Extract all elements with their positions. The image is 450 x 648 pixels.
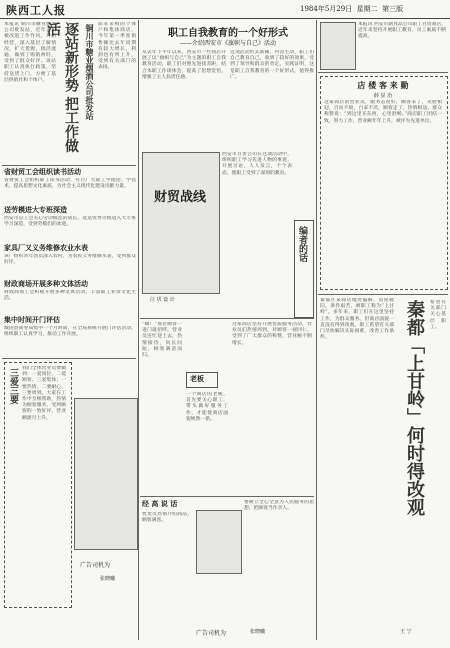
column-title: 店 楼 客 来 勤 bbox=[357, 80, 409, 90]
boxed-article-text: 我们全体营业员要做到：一爱岗位、二爱顾客、三爱集体；一要热情、二要耐心、三要周到。大家在工作中互相帮助，热情为顾客服务，受到顾客的一致好评，营业额逐月上升。 bbox=[22, 366, 66, 421]
feature-subtitle: 铜川市糖业烟酒公司批发站 bbox=[85, 24, 95, 120]
photo bbox=[320, 22, 356, 70]
article-title: 送劳模进大专班深造 bbox=[4, 205, 67, 214]
sub-item-title: 经 高 说 话 bbox=[142, 499, 178, 508]
center-article-text: 西安市百货公司在这项活动中，组织职工学习先进人物的事迹，开展讨论，人人发言，个个表态，使职工受到了深刻的教育。 bbox=[222, 152, 292, 176]
cartoon-caption: 广告司机为 bbox=[196, 630, 227, 637]
divider bbox=[318, 72, 448, 73]
feature-title: 逐站新形势 把工作做活 bbox=[45, 22, 79, 153]
article-text: 省财贸工会组织职工读书活动，号召广大职工学理论、学技术，提高思想文化素质，为社会主义现代化建设贡献力量。 bbox=[4, 178, 136, 190]
divider bbox=[2, 358, 136, 359]
main-title: 职工自我教育的一个好形式 bbox=[168, 28, 288, 39]
article-text: 西安市总工会关心劳动模范的成长，选送优秀劳模进入大专班学习深造，受到劳模们的欢迎。 bbox=[4, 216, 136, 228]
right-article-text: 秦都区某商店地处偏僻，房屋破旧，条件艰苦，被职工称为“上甘岭”。多年来，职工们在这里坚持工作，为群众服务。但商店面貌一直没有得到改观，职工希望有关部门尽快解决实际困难，改善工作条件。 bbox=[320, 298, 394, 341]
divider bbox=[140, 318, 314, 319]
column-rule bbox=[138, 20, 139, 640]
cartoon-credit: 张晓曦 bbox=[250, 629, 266, 635]
logo-illustration bbox=[142, 152, 220, 294]
cartoon-illustration bbox=[196, 510, 242, 574]
article-title: 家具厂又义务维修农业水表 bbox=[4, 243, 88, 252]
article-credit: 王 宁 bbox=[400, 629, 412, 635]
main-subtitle: ——介绍西安市《旗帜与自己》活动 bbox=[179, 40, 276, 47]
divider bbox=[318, 294, 448, 295]
photo-caption: 本报讯 西安市副食品公司职工百货商店，近年来坚持开展职工教育，员工素质不断提高。 bbox=[358, 22, 446, 40]
divider bbox=[140, 496, 314, 497]
boxed-article-title: 三爱三要 bbox=[8, 368, 18, 404]
article-text: 该厂组织青年团员深入农村，为农民义务维修水表，受到群众好评。 bbox=[4, 254, 136, 266]
column-rule bbox=[316, 20, 317, 640]
article-title: 集中时间开门评估 bbox=[4, 315, 60, 324]
main-article-text: 从去年下半年以来，西安市一些商店开展了以“旗帜与自己”为主题的职工自我教育活动，职工们对照先进找差距，结合本职工作谈体会，提高了思想觉悟，增强了主人翁责任感。 bbox=[142, 50, 226, 80]
left-intro-text: 本报讯 铜川市糖业烟酒公司批发站，近年来积极改进工作作风，开拓经营，深入基层了解情况，扩大货源，搞活流通，做到了购销两旺，受到了群众好评。该站职工认真执行政策，坚持送货上门，方便了基层供销社和个体户。 bbox=[4, 22, 56, 83]
column-author: 薛 显 治 bbox=[373, 93, 393, 99]
article-title: 省财贸工会组织读书活动 bbox=[4, 167, 81, 176]
left-feature-text: 前来采购的个体户和集体商店，今年第一季度销售额比去年同期有较大增长，利润也有所上升，受到有关部门的表扬。 bbox=[98, 22, 136, 71]
editor-note-title: 编者的话 bbox=[297, 226, 307, 262]
right-article-text: 希望有关部门关心基层职工。 bbox=[430, 300, 446, 330]
masthead-date: 1984年5月29日 星期二 第三版 bbox=[300, 5, 404, 13]
center-lower-text: “嗨！”那位顾客一进门就招呼。营业员连忙迎上去，热情接待，问长问短，顾客满意而归。 bbox=[142, 322, 182, 359]
column-text: 这家商店的营业员，服务态度好，顾客来了，笑脸相迎，百问不烦，百拿不厌，顾客走了，热情相送。群众称赞说：“到这里买东西，心里舒畅。”商店职工团结一致，努力工作，营业额年年上升，被评为先进单位。 bbox=[324, 100, 442, 124]
article-text: 城固县商业局集中一个月时间，在全局系统开展门评估活动，组织职工认真学习，推动工作开展。 bbox=[4, 326, 136, 338]
logo-credit: 汪 巩 设 计 bbox=[150, 297, 175, 303]
cartoon-credit: 张晓曦 bbox=[100, 576, 116, 582]
sub-item-text: 售货员热情介绍商品，顾客满意。 bbox=[142, 512, 192, 524]
article-title: 财政商场开展多种文体活动 bbox=[4, 279, 88, 288]
center-lower-text: 一个商店的老板，首先要关心职工，带头做好服务工作，才能使商店面貌焕然一新。 bbox=[186, 392, 228, 422]
cartoon-caption: 广告司机为 bbox=[80, 562, 111, 569]
logo-text: 财贸战线 bbox=[153, 190, 206, 205]
cartoon-illustration bbox=[74, 398, 138, 550]
divider bbox=[2, 165, 136, 166]
main-article-text: 这项活动形式新颖、内容生动，职工们自己教育自己，收到了较好的效果，受到了领导和群众的肯定。实践证明，这是职工自我教育的一个好形式，值得推广。 bbox=[230, 50, 314, 80]
center-lower-text: 这家商店坚持开展优质服务活动，营业员们热情周到，对顾客一视同仁，受到了广大群众的称赞，营业额不断增长。 bbox=[232, 322, 312, 346]
right-big-title: 秦都「上甘岭」何时得改观 bbox=[404, 300, 425, 516]
article-text: 财政商场工会积极开展多种文体活动，丰富职工业余文化生活。 bbox=[4, 290, 136, 302]
section-badge-label: 老板 bbox=[190, 374, 204, 383]
masthead-title: 陕西工人报 bbox=[6, 4, 66, 17]
sub-item-text: 要树立全心全意为人民服务的思想，把顾客当作亲人。 bbox=[244, 500, 314, 512]
